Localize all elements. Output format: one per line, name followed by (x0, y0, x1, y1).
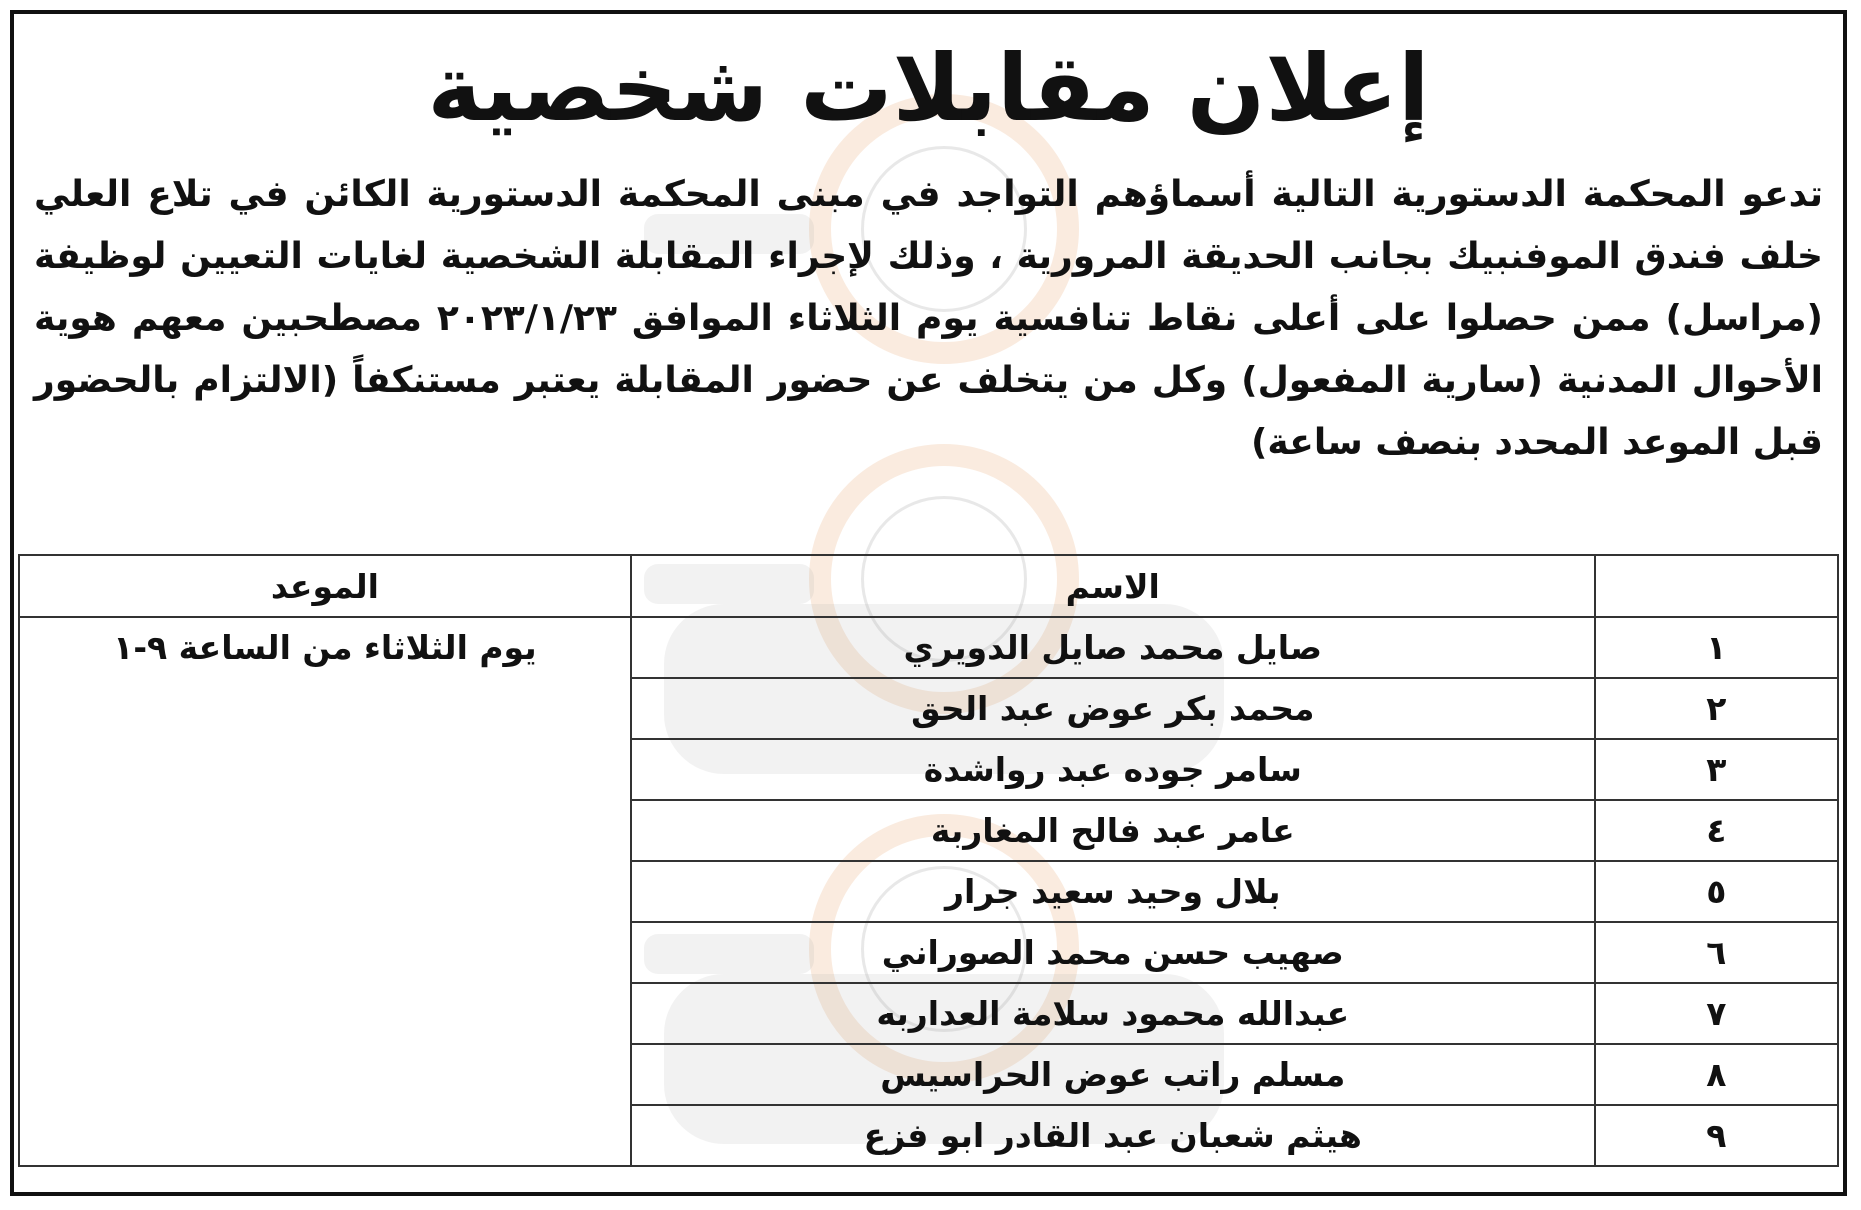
row-name: عامر عبد فالح المغاربة (631, 800, 1595, 861)
table-row (19, 617, 1838, 678)
row-name: صايل محمد صايل الدويري (631, 617, 1595, 678)
page-title: إعلان مقابلات شخصية (427, 35, 1430, 142)
row-number: ٩ (1595, 1105, 1838, 1166)
row-number: ٥ (1595, 861, 1838, 922)
row-name: مسلم راتب عوض الحراسيس (631, 1044, 1595, 1105)
row-number: ٨ (1595, 1044, 1838, 1105)
row-name: سامر جوده عبد رواشدة (631, 739, 1595, 800)
row-number: ٢ (1595, 678, 1838, 739)
header-date: الموعد (19, 555, 631, 617)
row-name: صهيب حسن محمد الصوراني (631, 922, 1595, 983)
announcement-frame (10, 10, 1847, 1196)
row-number: ٣ (1595, 739, 1838, 800)
row-number: ٦ (1595, 922, 1838, 983)
header-number (1595, 555, 1838, 617)
row-name: عبدالله محمود سلامة العداربه (631, 983, 1595, 1044)
row-number: ٧ (1595, 983, 1838, 1044)
table-header-row (19, 555, 1838, 617)
row-name: محمد بكر عوض عبد الحق (631, 678, 1595, 739)
header-name: الاسم (631, 555, 1595, 617)
row-number: ٤ (1595, 800, 1838, 861)
candidates-table (18, 554, 1839, 1167)
row-number: ١ (1595, 617, 1838, 678)
row-name: هيثم شعبان عبد القادر ابو فزع (631, 1105, 1595, 1166)
row-name: بلال وحيد سعيد جرار (631, 861, 1595, 922)
schedule-cell: يوم الثلاثاء من الساعة ٩-١ (19, 617, 631, 1166)
announcement-body: تدعو المحكمة الدستورية التالية أسماؤهم التواجد في مبنى المحكمة الدستورية الكائن في تلاع العلي خلف فندق الموفنبيك بجانب الحديقة المرورية ، وذلك لإجراء المقابلة الشخصية لغايات التعيين لوظيفة (مراسل) ممن حصلوا على أعلى نقاط تنافسية يوم الثلاثاء الموافق ٢٠٢٣/١/٢٣ مصطحبين معهم هوية الأحوال المدنية (سارية المفعول) وكل من يتخلف عن حضور المقابلة يعتبر مستنكفاً (الالتزام بالحضور قبل الموعد المحدد بنصف ساعة) (34, 174, 1823, 463)
